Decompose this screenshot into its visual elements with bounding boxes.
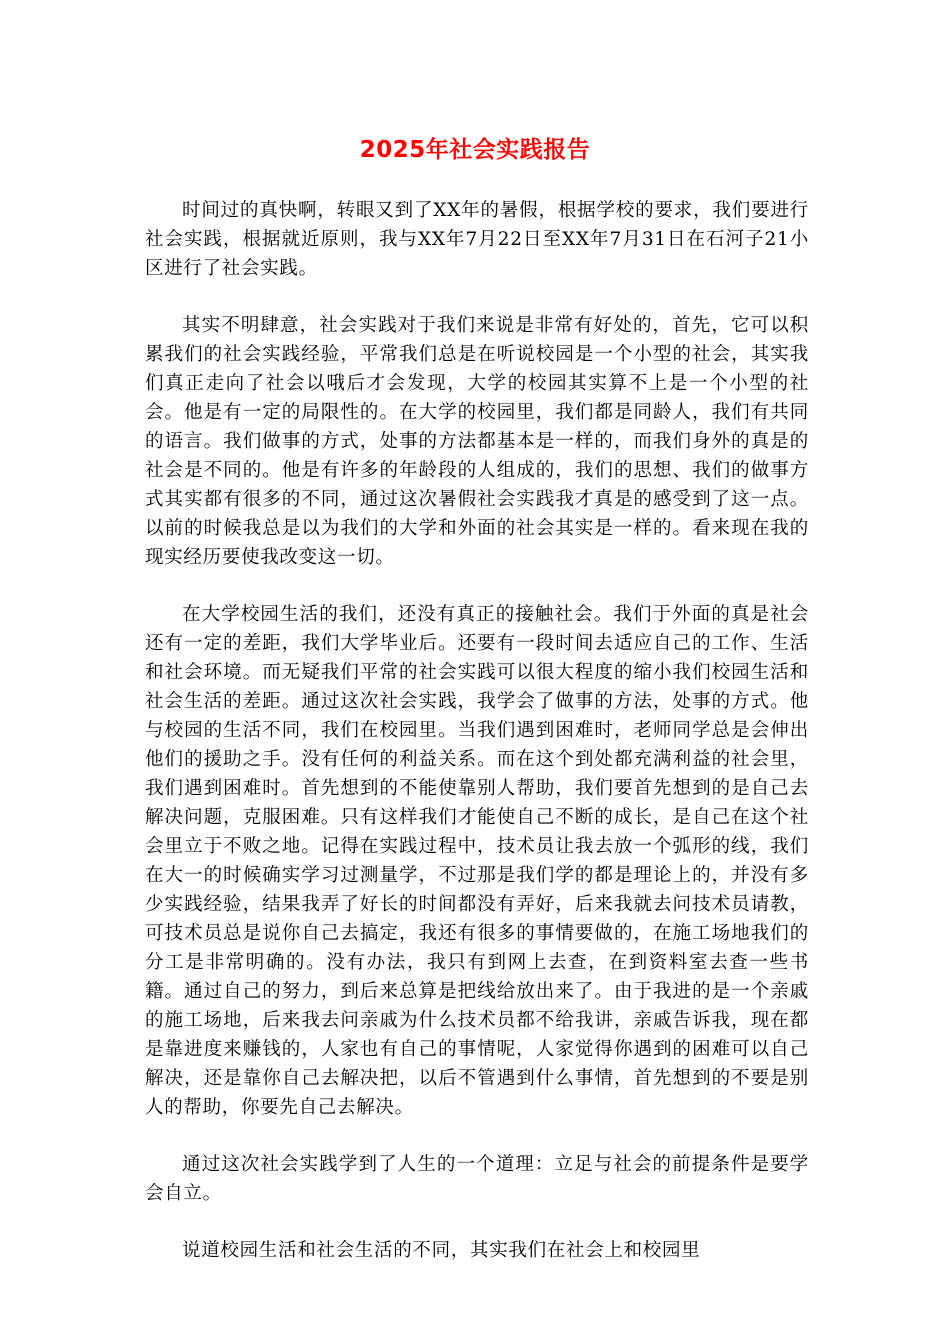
- paragraph-5: 说道校园生活和社会生活的不同，其实我们在社会上和校园里: [182, 1240, 701, 1261]
- document-title: 2025年社会实践报告: [359, 137, 591, 163]
- paragraph-1: 时间过的真快啊，转眼又到了XX年的暑假，根据学校的要求，我们要进行社会实践，根据就近原则，我与XX年7月22日至XX年7月31日在石河子21小区进行了社会实践。: [145, 200, 809, 279]
- document-body: [145, 196, 809, 1293]
- paragraph-4: 通过这次社会实践学到了人生的一个道理：立足与社会的前提条件是要学会自立。: [145, 1154, 809, 1204]
- paragraph-3: 在大学校园生活的我们，还没有真正的接触社会。我们于外面的真是社会还有一定的差距，我们大学毕业后。还要有一段时间去适应自己的工作、生活和社会环境。而无疑我们平常的社会实践可以很大程度的缩小我们校园生活和社会生活的差距。通过这次社会实践，我学会了做事的方法，处事的方式。他与校园的生活不同，我们在校园里。当我们遇到困难时，老师同学总是会伸出他们的援助之手。没有任何的利益关系。而在这个到处都充满利益的社会里，我们遇到困难时。首先想到的不能使靠别人帮助，我们要首先想到的是自己去解决问题，克服困难。只有这样我们才能使自己不断的成长，是自己在这个社会里立于不败之地。记得在实践过程中，技术员让我去放一个弧形的线，我们在大一的时候确实学习过测量学，不过那是我们学的都是理论上的，并没有多少实践经验，结果我弄了好长的时间都没有弄好，后来我就去问技术员请教，可技术员总是说你自己去搞定，我还有很多的事情要做的，在施工场地我们的分工是非常明确的。没有办法，我只有到网上去查，在到资料室去查一些书籍。通过自己的努力，到后来总算是把线给放出来了。由于我进的是一个亲戚的施工场地，后来我去问亲戚为什么技术员都不给我讲，亲戚告诉我，现在都是靠进度来赚钱的，人家也有自己的事情呢，人家觉得你遇到的困难可以自己解决，还是靠你自己去解决把，以后不管遇到什么事情，首先想到的不要是别人的帮助，你要先自己去解决。: [145, 604, 809, 1118]
- paragraph-2: 其实不明肆意，社会实践对于我们来说是非常有好处的，首先，它可以积累我们的社会实践经验，平常我们总是在听说校园是一个小型的社会，其实我们真正走向了社会以哦后才会发现，大学的校园其实算不上是一个小型的社会。他是有一定的局限性的。在大学的校园里，我们都是同龄人，我们有共同的语言。我们做事的方式，处事的方法都基本是一样的，而我们身外的真是的社会是不同的。他是有许多的年龄段的人组成的，我们的思想、我们的做事方式其实都有很多的不同，通过这次暑假社会实践我才真是的感受到了这一点。以前的时候我总是以为我们的大学和外面的社会其实是一样的。看来现在我的现实经历要使我改变这一切。: [145, 315, 809, 568]
